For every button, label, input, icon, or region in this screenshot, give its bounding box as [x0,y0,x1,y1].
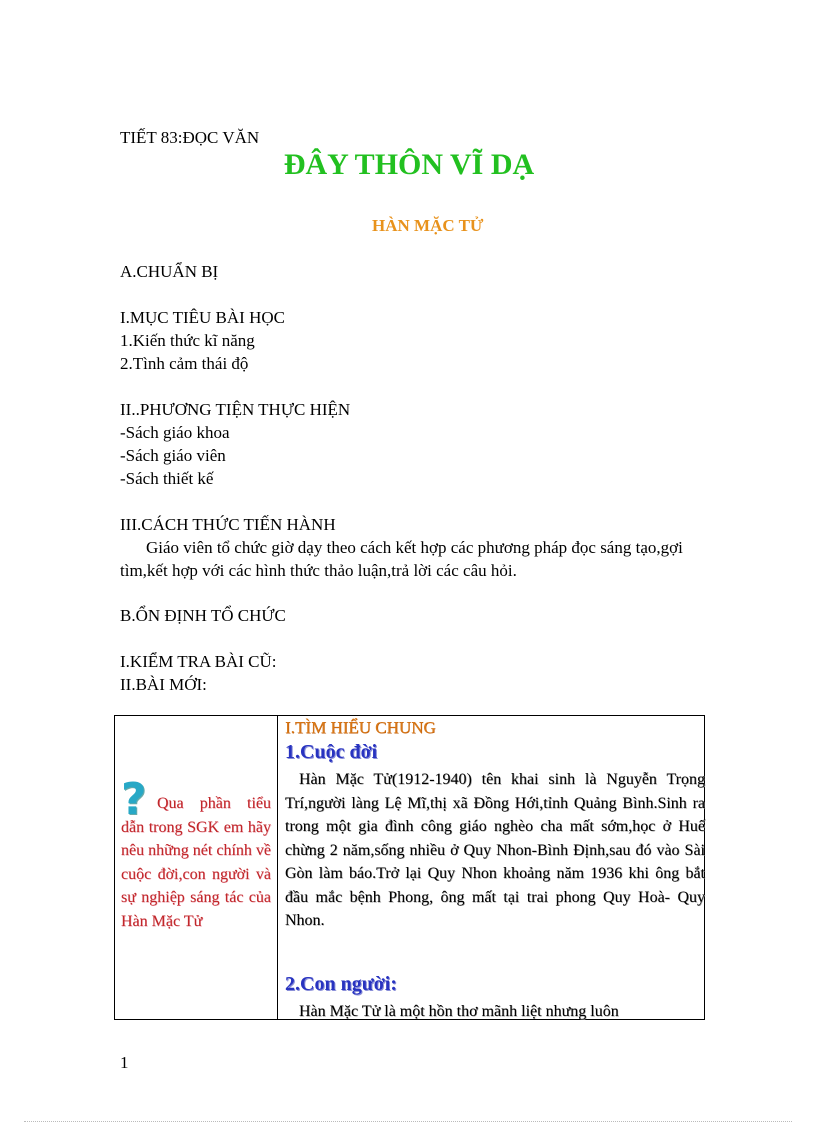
section-method: III.CÁCH THỨC TIẾN HÀNH [120,515,336,534]
part-a-heading: A.CHUẨN BỊ [120,262,219,281]
table-column-divider [277,716,278,1019]
footer-rule [24,1121,792,1122]
document-title [0,148,816,182]
material-item-design-book: -Sách thiết kế [120,469,214,488]
part-b-heading: B.ỔN ĐỊNH TỔ CHỨC [120,606,286,625]
author-name: HÀN MẶC TỬ [372,216,484,235]
life-paragraph [285,768,705,933]
method-paragraph-text: Giáo viên tổ chức giờ dạy theo cách kết hợp các phương pháp đọc sáng tạo,gợi tìm,kết hợp với các hình thức thảo luận,trả lời các câu hỏi. [120,538,683,580]
section-objectives: I.MỤC TIÊU BÀI HỌC [120,308,285,327]
objective-item-attitude: 2.Tình cảm thái độ [120,354,249,373]
material-item-teacher-book: -Sách giáo viên [120,446,226,465]
question-mark-icon: ? [121,774,147,825]
objective-item-knowledge: 1.Kiến thức kĩ năng [120,331,255,350]
check-old-lesson: I.KIỂM TRA BÀI CŨ: [120,652,277,671]
new-lesson: II.BÀI MỚI: [120,675,207,694]
lesson-code: TIẾT 83:ĐỌC VĂN [120,128,260,147]
life-heading: 1.Cuộc đời [285,741,378,763]
document-title-text: ĐÂY THÔN VĨ DẠ [283,148,535,181]
lesson-table [114,715,705,1020]
person-paragraph-text: Hàn Mặc Tử là một hồn thơ mãnh liệt nhưng luôn [299,1003,619,1020]
person-paragraph [285,1000,705,1024]
material-item-textbook: -Sách giáo khoa [120,423,230,442]
method-paragraph [120,536,688,582]
section-materials: II..PHƯƠNG TIỆN THỰC HIỆN [120,400,351,419]
life-paragraph-text: Hàn Mặc Tử(1912-1940) tên khai sinh là Nguyễn Trọng Trí,người làng Lệ Mĩ,thị xã Đồng Hới,tỉnh Quảng Bình.Sinh ra trong một gia đình công giáo nghèo cha mất sớm,học ở Huế chừng 2 năm,sống nhiều ở Quy Nhon-Bình Định,sau đó vào Sài Gòn làm báo.Trở lại Quy Nhon khoảng năm 1936 khi ông bắt đầu mắc bệnh Phong, ông mất tại trai phong Quy Hoà- Quy Nhon. [285,771,705,929]
question-text [121,792,271,933]
page-number: 1 [120,1053,129,1072]
question-text-content: Qua phần tiểu dẫn trong SGK em hãy nêu những nét chính về cuộc đời,con người và sự nghiệp sáng tác của Hàn Mặc Tử [121,795,271,930]
person-heading: 2.Con người: [285,973,397,995]
section-heading: I.TÌM HIỂU CHUNG [285,718,436,737]
